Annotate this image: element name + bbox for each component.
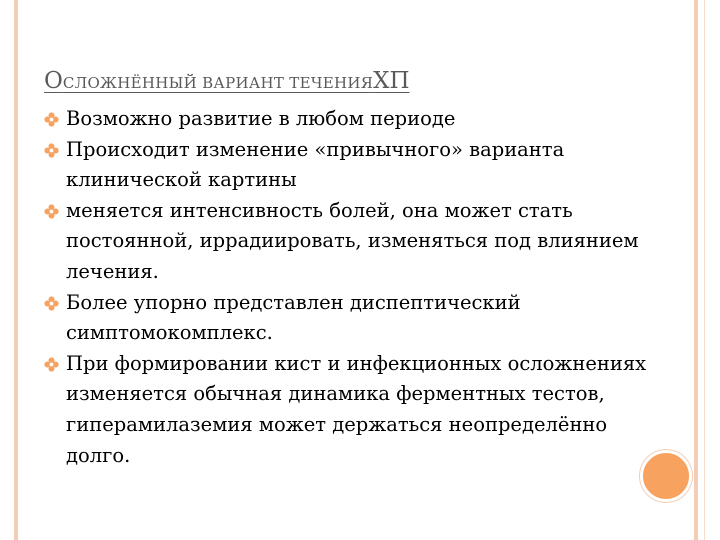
- bullet-text: меняется интенсивность болей, она может стать постоянной, иррадиировать, изменяться под влиянием лечения.: [66, 198, 639, 283]
- bullet-text: Происходит изменение «привычного» варианта клинической картины: [66, 137, 565, 192]
- title-first-letter: О: [44, 68, 63, 94]
- bullet-item: [44, 135, 664, 196]
- orange-circle-decoration: [640, 450, 692, 502]
- bullet-item: [44, 288, 664, 349]
- slide-frame-right-inner: [704, 0, 705, 540]
- bullet-item: [44, 349, 664, 471]
- flower-bullet-icon: [44, 143, 59, 158]
- slide-frame-right: [694, 0, 698, 540]
- bullet-list: [44, 104, 664, 471]
- flower-bullet-icon: [44, 204, 59, 219]
- flower-bullet-icon: [44, 112, 59, 127]
- bullet-text: Возможно развитие в любом периоде: [66, 107, 456, 130]
- title-small-caps: СЛОЖНЁННЫЙ ВАРИАНТ ТЕЧЕНИЯ: [62, 74, 374, 92]
- slide-frame-left: [14, 0, 18, 540]
- bullet-text: Более упорно представлен диспептический симптомокомплекс.: [66, 290, 521, 345]
- bullet-item: [44, 104, 664, 135]
- title-abbreviation: ХП: [373, 68, 410, 94]
- slide-title: [44, 70, 410, 93]
- flower-bullet-icon: [44, 296, 59, 311]
- flower-bullet-icon: [44, 357, 59, 372]
- bullet-item: [44, 196, 664, 288]
- bullet-text: При формировании кист и инфекционных осложнениях изменяется обычная динамика ферментных тестов, гиперамилаземия может держаться неопределённо долго.: [66, 351, 647, 467]
